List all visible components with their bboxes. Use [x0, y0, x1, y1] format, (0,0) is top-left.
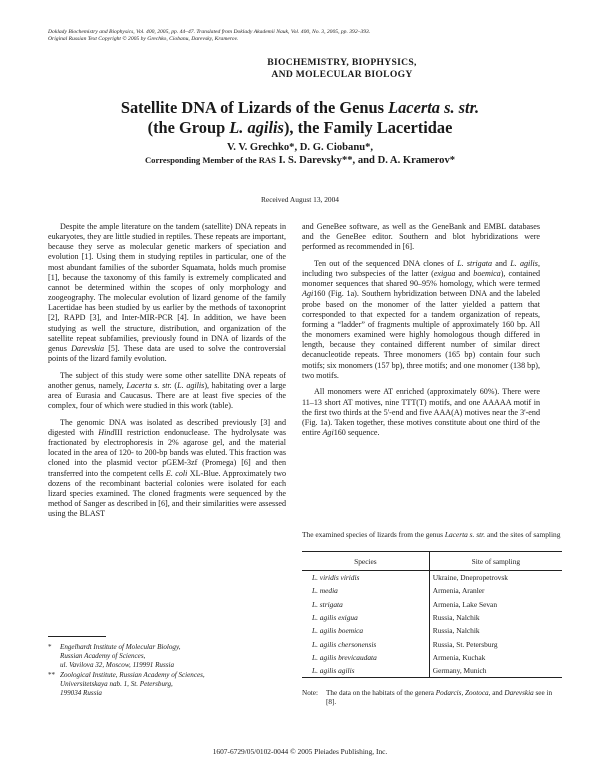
table-row	[302, 571, 562, 585]
ras-title: Corresponding Member of the RAS	[144, 155, 276, 165]
table-row	[302, 664, 562, 678]
footnote-2: ** Zoological Institute, Russian Academy of Sciences, Universitetskaya nab. 1, St. Petersburg, 199034 Russia	[48, 671, 205, 697]
species-cell: L. viridis viridis	[312, 573, 360, 583]
paragraph: The subject of this study were some other satellite DNA repeats of another genus, namely, Lacerta s. str. (L. agilis), habitating over a large area of Eurasia and Caucasus. There are at least five species of the complex, four of which were studied in this work (table).	[48, 370, 287, 411]
title-part-italic: L. agilis	[229, 118, 284, 137]
original-copyright: Original Russian Text Copyright © 2005 by Grechko, Ciobanu, Darevsky, Kramerov.	[48, 36, 239, 42]
footnote-divider	[48, 636, 106, 637]
site-cell: Russia, St. Petersburg	[429, 637, 562, 650]
species-cell: L. media	[312, 586, 338, 596]
article-title	[40, 98, 560, 138]
table-header-row	[302, 552, 562, 571]
paragraph: Despite the ample literature on the tandem (satellite) DNA repeats in eukaryotes, they are little studied in reptiles. These repeats are important, because they serve as molecular genetic markers of speciation and evolution [1]. Using them in studying reptiles in particular, one of the most abundant families of the suborder Squamata, holds much promise [1], because the taxonomy of this family is extremely complicated and cannot be determined within the scopes of only morphology and zoogeography. The molecular evolution of lizard genome of the family Lacertidae has been studied by us earlier by the methods of taxonoprint [2], RAPD [3], and Inter-MIR-PCR [4]. In addition, we have been studying as well the structure, distribution, and organization of the satellite repeat subfamilies, previously found in DNA of lizards of the genus Darevskia [5]. These data are used to solve the controversial points of the lizard family evolution.	[48, 222, 286, 364]
site-cell: Germany, Munich	[429, 664, 562, 678]
paragraph: Ten out of the sequenced DNA clones of L. strigata and L. agilis, including two subspecies of the latter (exigua and boemica), contained monomer sequences that shared 90–95% homology, which were termed Agi160 (Fig. 1a). Southern hybridization between DNA and the labeled probe based on the monomer of the latter yielded a pattern that corresponded to that expected for a tandem organization of repeats, forming a “ladder” of fragments multiple of approximately 160 bp. All the monomers examined were highly homologous though differed in length, because they contained different number of similar direct decanucleotide repeats. Three monomers (165 bp) contain four such motifs; six monomers (157 bp), three motifs; and one monomer (138 bp), two motifs.	[302, 258, 540, 380]
copyright-footer: 1607-6729/05/0102-0044 © 2005 Pleiades Publishing, Inc.	[212, 747, 388, 756]
footnotes	[48, 643, 286, 698]
title-part: (the Group	[147, 118, 230, 137]
site-cell: Armenia, Kuchak	[429, 651, 562, 664]
paragraph: All monomers were AT enriched (approximately 60%). There were 11–13 short AT motives, nine TTT(T) motifs, and one AAAAA motif in the first two thirds at the 5'-end and five AAA(A) motives near the 3'-end (Fig. 1a). Taken together, these motives constitute about one third of the entire Agi160 sequence.	[302, 387, 540, 437]
species-cell: L. agilis boemica	[312, 626, 364, 636]
journal-citation: Doklady Biochemistry and Biophysics, Vol. 400, 2005, pp. 44–47. Translated from Doklady Akademii Nauk, Vol. 400, No. 3, 2005, pp. 392–393.	[48, 29, 371, 35]
authors-line-2: I. S. Darevsky**, and D. A. Kramerov*	[275, 155, 456, 166]
footnote-1: * Engelhardt Institute of Molecular Biology, Russian Academy of Sciences, ul. Vavilova 32, Moscow, 119991 Russia	[48, 643, 181, 669]
table-row	[302, 637, 562, 650]
authors	[40, 141, 560, 167]
species-cell: L. agilis brevicaudata	[312, 652, 377, 662]
site-cell: Russia, Nalchik	[429, 611, 562, 624]
journal-header	[48, 29, 568, 43]
table-row	[302, 651, 562, 664]
header-species: Species	[302, 552, 429, 571]
note-label: Note:	[302, 689, 318, 697]
table-caption: The examined species of lizards from the genus Lacerta s. str. and the sites of sampling	[302, 530, 561, 539]
species-cell: L. agilis chersonensis	[312, 639, 377, 649]
section-line-2: AND MOLECULAR BIOLOGY	[271, 68, 413, 80]
left-column	[48, 222, 286, 526]
species-cell: L. agilis exigua	[312, 613, 358, 623]
received-date: Received August 13, 2004	[260, 195, 339, 204]
authors-line-1: V. V. Grechko*, D. G. Ciobanu*,	[226, 142, 374, 153]
site-cell: Russia, Nalchik	[429, 624, 562, 637]
paragraph: and GeneBee software, as well as the GeneBank and EMBL databases and the GeneBee editor. Southern and blot hybridizations were performed as recommended in [6].	[302, 222, 540, 252]
site-cell: Armenia, Lake Sevan	[429, 598, 562, 611]
title-part: Satellite DNA of Lizards of the Genus	[120, 98, 389, 117]
table-row	[302, 584, 562, 597]
table-row	[302, 598, 562, 611]
site-cell: Ukraine, Dnepropetrovsk	[429, 571, 562, 585]
title-part: ), the Family Lacertidae	[283, 118, 453, 137]
section-heading	[0, 57, 600, 80]
species-cell: L. strigata	[312, 599, 343, 609]
right-column	[302, 222, 540, 445]
paragraph: The genomic DNA was isolated as described previously [3] and digested with HindIII restriction endonuclease. The hydrolysate was fractionated by electrophoresis in 2% agarose gel, and the material located in the area of 120- to 200-bp bands was eluted. This fraction was cloned into the plasmid vector pGEM-3zf (Promega) [6] and then transferred into the competent cells E. coli XL-Blue. Approximately two dozens of the recombinant bacterial colonies were isolated for each lizard species examined. The cloned fragments were sequenced by the method of Sanger as described in [6], and their similarities were assessed using the BLAST	[48, 417, 286, 519]
species-cell: L. agilis agilis	[302, 664, 429, 678]
species-table	[302, 551, 562, 678]
section-line-1: BIOCHEMISTRY, BIOPHYSICS,	[267, 57, 417, 68]
table-row	[302, 624, 562, 637]
header-site: Site of sampling	[429, 552, 562, 571]
site-cell: Armenia, Aranler	[429, 584, 562, 597]
table-row	[302, 611, 562, 624]
title-part-italic: Lacerta s. str.	[388, 98, 480, 117]
table-note	[302, 689, 562, 707]
note-text: The data on the habitats of the genera Podarcis, Zootoca, and Darevskia see in [8].	[326, 689, 553, 706]
